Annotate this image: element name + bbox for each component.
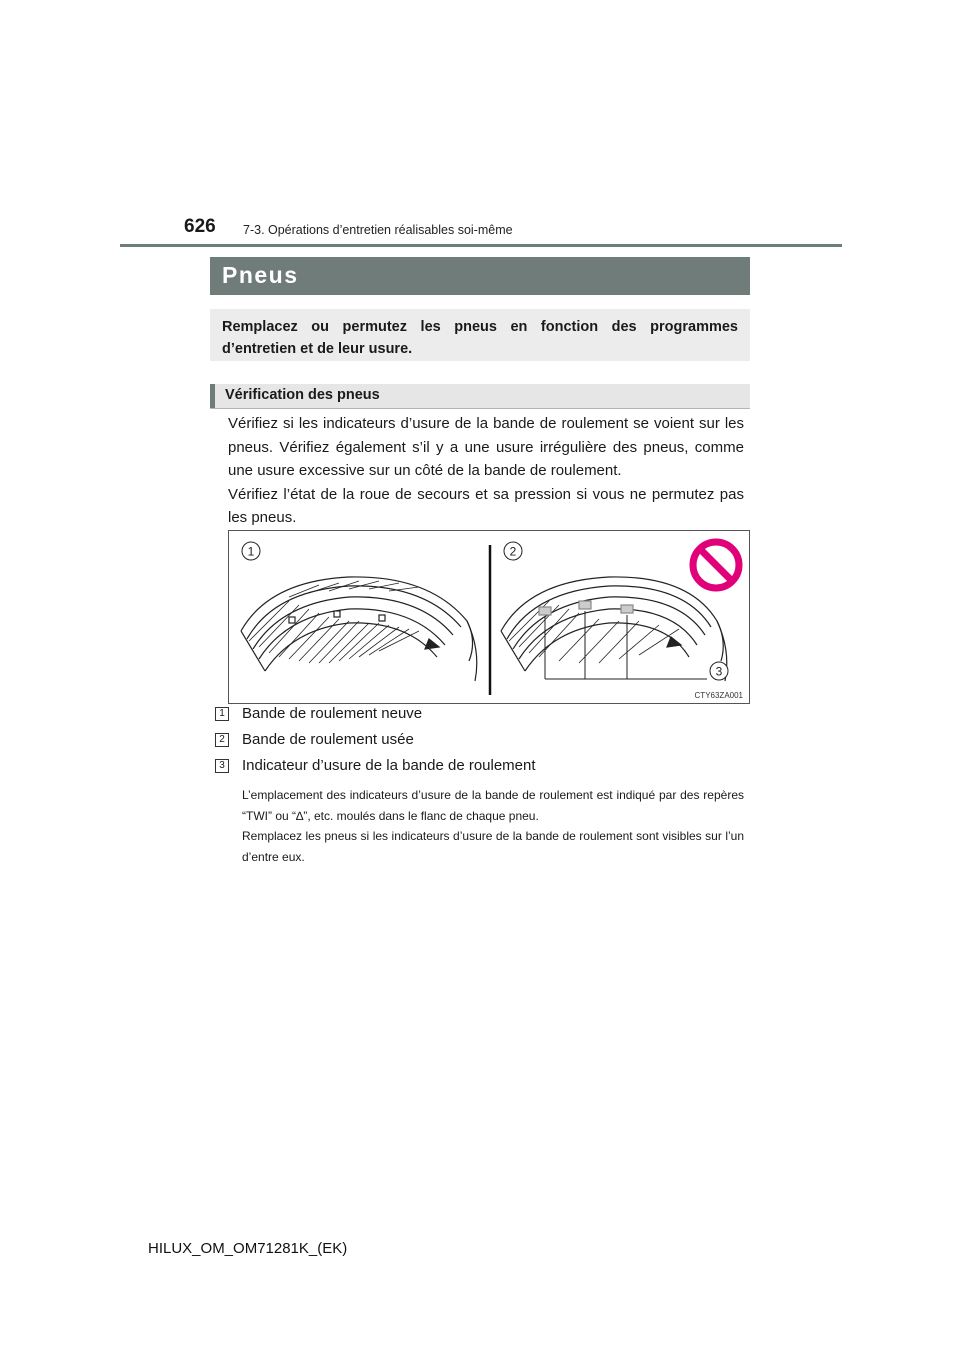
new-tread-tire — [241, 577, 477, 681]
body-paragraph-1: Vérifiez si les indicateurs d’usure de la bande de roulement se voient sur les pneus. Vérifiez également s’il y a une usure irrégulière des pneus, comme une usure excessive sur un côté de la bande de roulement. — [228, 415, 744, 479]
callout-3-label: 3 — [715, 664, 723, 679]
legend-text: Indicateur d’usure de la bande de roulement — [242, 757, 536, 774]
legend-text: Bande de roulement neuve — [242, 705, 423, 722]
wear-indicator-note — [242, 785, 744, 867]
figure-code: CTY63ZA001 — [694, 691, 743, 700]
subsection-title: Vérification des pneus — [225, 387, 380, 403]
legend-number: 2 — [215, 733, 229, 747]
tire-illustration — [229, 531, 750, 704]
note-line-2: Remplacez les pneus si les indicateurs d’usure de la bande de roulement sont visibles sur l’un d’entre eux. — [242, 829, 744, 864]
legend-item — [215, 705, 735, 725]
callout-3 — [710, 662, 728, 680]
legend-number: 1 — [215, 707, 229, 721]
worn-tread-tire — [501, 577, 727, 681]
prohibited-icon — [693, 542, 739, 588]
intro-text: Remplacez ou permutez les pneus en fonction des programmes d’entretien et de leur usure. — [222, 319, 738, 357]
legend-text: Bande de roulement usée — [242, 731, 414, 748]
page-number: 626 — [184, 216, 216, 237]
subsection-underline — [210, 408, 750, 409]
callout-1-label: 1 — [247, 544, 255, 559]
section-title: Pneus — [222, 262, 299, 288]
footer-doc-code: HILUX_OM_OM71281K_(EK) — [148, 1240, 348, 1257]
intro-box — [210, 309, 750, 361]
body-text — [228, 412, 744, 530]
legend-number: 3 — [215, 759, 229, 773]
subsection-accent-bar — [210, 384, 215, 408]
tire-tread-figure — [228, 530, 750, 704]
header-rule — [120, 244, 842, 247]
callout-2-label: 2 — [509, 544, 517, 559]
callout-1 — [242, 542, 260, 560]
legend-item — [215, 757, 735, 777]
callout-2 — [504, 542, 522, 560]
body-paragraph-2: Vérifiez l’état de la roue de secours et sa pression si vous ne permutez pas les pneus. — [228, 485, 744, 526]
chapter-title: 7-3. Opérations d’entretien réalisables soi-même — [243, 223, 513, 237]
legend-item — [215, 731, 735, 751]
section-banner — [210, 257, 750, 295]
note-line-1: L’emplacement des indicateurs d’usure de la bande de roulement est indiqué par des repères “TWI” ou “∆”, etc. moulés dans le flanc de chaque pneu. — [242, 788, 744, 823]
subsection-header — [210, 384, 750, 408]
